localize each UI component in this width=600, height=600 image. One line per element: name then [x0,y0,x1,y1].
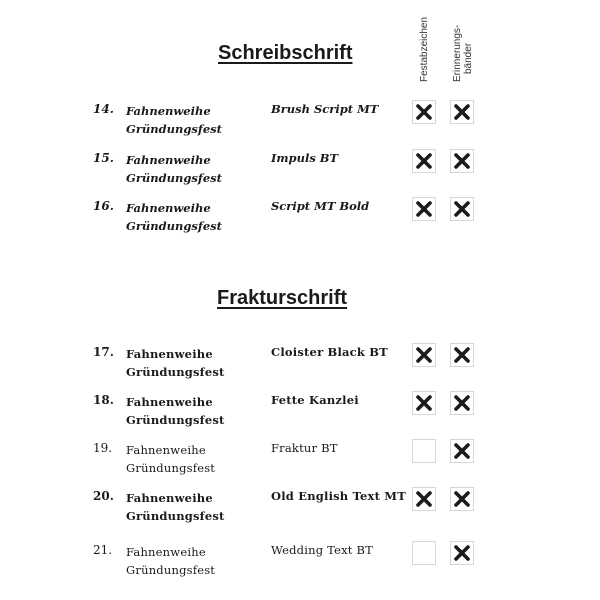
checkbox-festabzeichen[interactable] [412,487,436,511]
sample-line-2: Gründungsfest [126,122,222,136]
font-row-21 [0,543,600,583]
font-sample [126,151,222,187]
section-title-schreibschrift: Schreibschrift [218,42,353,64]
x-mark-icon [414,393,434,413]
column-header-festabzeichen [419,17,430,82]
sample-line-2: Gründungsfest [126,365,225,379]
checkbox-erinnerungsbaender[interactable] [450,100,474,124]
font-sample [126,543,215,579]
x-mark-icon [452,489,472,509]
font-name: Brush Script MT [271,102,379,116]
checkbox-erinnerungsbaender[interactable] [450,197,474,221]
column-header-erinnerungsbaender-line1: Erinnerungs- [452,24,463,82]
checkbox-erinnerungsbaender[interactable] [450,343,474,367]
checkbox-erinnerungsbaender[interactable] [450,149,474,173]
sample-line-1: Fahnenweihe [126,201,211,215]
checkbox-festabzeichen[interactable] [412,100,436,124]
sample-line-1: Fahnenweihe [126,491,213,505]
font-row-18 [0,393,600,433]
row-number: 14. [93,102,114,116]
checkbox-festabzeichen[interactable] [412,391,436,415]
font-name: Impuls BT [271,151,339,165]
font-row-14 [0,102,600,142]
font-sample [126,441,215,477]
font-name: Script MT Bold [271,199,370,213]
font-name: Fette Kanzlei [271,393,359,407]
sample-line-2: Gründungsfest [126,509,225,523]
checkbox-erinnerungsbaender[interactable] [450,487,474,511]
column-header-erinnerungsbaender-line2: bänder [463,42,474,74]
section-title-frakturschrift: Frakturschrift [217,287,348,309]
font-sample [126,199,222,235]
x-mark-icon [452,543,472,563]
row-number: 15. [93,151,114,165]
x-mark-icon [452,345,472,365]
x-mark-icon [452,151,472,171]
sample-line-2: Gründungsfest [126,563,216,577]
sample-line-2: Gründungsfest [126,219,222,233]
row-number: 21. [93,543,113,557]
x-mark-icon [452,199,472,219]
font-name: Cloister Black BT [271,345,388,359]
column-header-erinnerungsbaender [452,25,474,82]
sample-line-1: Fahnenweihe [126,545,206,559]
font-row-17 [0,345,600,385]
x-mark-icon [452,102,472,122]
font-row-20 [0,489,600,529]
x-mark-icon [452,393,472,413]
row-number: 20. [93,489,114,503]
sample-line-2: Gründungsfest [126,413,225,427]
sample-line-1: Fahnenweihe [126,443,206,457]
checkbox-festabzeichen[interactable] [412,149,436,173]
sample-line-1: Fahnenweihe [126,104,211,118]
x-mark-icon [414,345,434,365]
row-number: 19. [93,441,113,455]
font-name: Fraktur BT [271,441,338,455]
row-number: 16. [93,199,114,213]
sample-line-2: Gründungsfest [126,461,216,475]
row-number: 17. [93,345,114,359]
font-sample [126,393,225,429]
checkbox-festabzeichen[interactable] [412,343,436,367]
x-mark-icon [414,489,434,509]
font-row-19 [0,441,600,481]
x-mark-icon [414,151,434,171]
checkbox-erinnerungsbaender[interactable] [450,541,474,565]
column-header-festabzeichen-label: Festabzeichen [419,16,430,82]
checkbox-erinnerungsbaender[interactable] [450,391,474,415]
x-mark-icon [414,102,434,122]
checkbox-festabzeichen[interactable] [412,439,436,463]
sample-line-1: Fahnenweihe [126,395,213,409]
font-row-15 [0,151,600,191]
font-name: Wedding Text BT [271,543,373,557]
sample-line-1: Fahnenweihe [126,153,211,167]
checkbox-festabzeichen[interactable] [412,541,436,565]
checkbox-festabzeichen[interactable] [412,197,436,221]
font-row-16 [0,199,600,239]
row-number: 18. [93,393,114,407]
x-mark-icon [414,199,434,219]
x-mark-icon [452,441,472,461]
sample-line-1: Fahnenweihe [126,347,213,361]
font-sample [126,489,225,525]
sample-line-2: Gründungsfest [126,171,222,185]
font-sample [126,345,225,381]
font-sample [126,102,222,138]
font-name: Old English Text MT [271,489,406,503]
checkbox-erinnerungsbaender[interactable] [450,439,474,463]
